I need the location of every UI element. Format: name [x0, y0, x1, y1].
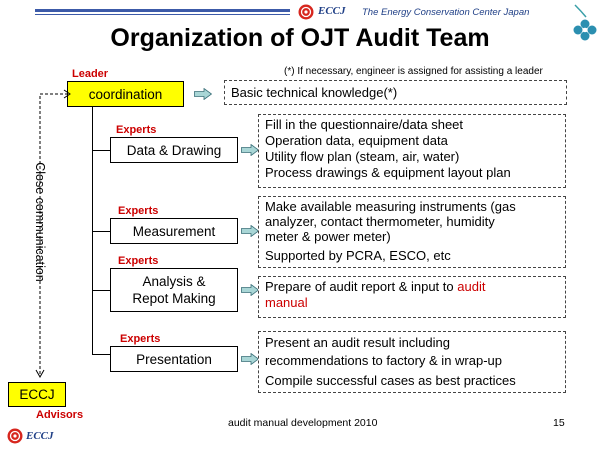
- page-title: Organization of OJT Audit Team: [110, 24, 490, 52]
- team1-arrow-icon: [241, 144, 259, 156]
- team4-detail-line: recommendations to factory & in wrap-up: [265, 353, 502, 368]
- eccj-advisors-box: ECCJ: [8, 382, 66, 407]
- header-organization: The Energy Conservation Center Japan: [362, 7, 530, 18]
- presentation-box: Presentation: [110, 346, 238, 372]
- team4-arrow-icon: [241, 353, 259, 365]
- manual-highlight: manual: [265, 295, 308, 310]
- team2-arrow-icon: [241, 225, 259, 237]
- team1-detail-line: Utility flow plan (steam, air, water): [265, 149, 460, 164]
- team3-detail-text: Prepare of audit report & input to: [265, 279, 454, 294]
- footer-brand: ECCJ: [26, 430, 54, 442]
- tree-branch-4: [92, 354, 110, 355]
- header-rule-thin: [35, 14, 290, 15]
- leader-role-label: Leader: [72, 68, 109, 80]
- team1-role-label: Experts: [116, 124, 157, 136]
- team2-detail-line: Make available measuring instruments (gas: [265, 199, 516, 214]
- analysis-box-line: Repot Making: [132, 291, 216, 306]
- close-communication-label: Close communication: [33, 162, 47, 282]
- assistant-note: (*) If necessary, engineer is assigned for assisting a leader: [284, 66, 543, 77]
- team2-detail-line: Supported by PCRA, ESCO, etc: [265, 248, 451, 263]
- audit-highlight: audit: [457, 279, 486, 294]
- team3-details: [258, 276, 566, 318]
- eccj-logo-icon: [7, 428, 23, 444]
- page-number: 15: [553, 417, 565, 429]
- leader-description: Basic technical knowledge(*): [224, 80, 567, 105]
- team4-detail-line: Compile successful cases as best practices: [265, 373, 516, 388]
- team4-role-label: Experts: [120, 333, 161, 345]
- measurement-box: Measurement: [110, 218, 238, 244]
- advisors-role-label: Advisors: [36, 409, 84, 421]
- eccj-logo-icon: [298, 4, 314, 20]
- team4-detail-line: Present an audit result including: [265, 335, 451, 350]
- team2-detail-line: analyzer, contact thermometer, humidity: [265, 214, 495, 229]
- tree-branch-2: [92, 231, 110, 232]
- team4-details: [258, 331, 566, 393]
- team1-details: [258, 114, 566, 188]
- team1-detail-line: Process drawings & equipment layout plan: [265, 165, 511, 180]
- analysis-report-box: [110, 268, 238, 312]
- header-rule: [35, 9, 290, 12]
- team3-detail-line: [265, 279, 559, 295]
- team2-role-label: Experts: [118, 205, 159, 217]
- analysis-box-line: Analysis &: [142, 274, 206, 289]
- footer-text: audit manual development 2010: [228, 417, 378, 429]
- tree-branch-1: [92, 150, 110, 151]
- leader-arrow-icon: [194, 88, 212, 100]
- team3-role-label: Experts: [118, 255, 159, 267]
- team2-detail-line: meter & power meter): [265, 229, 391, 244]
- team1-detail-line: Fill in the questionnaire/data sheet: [265, 117, 464, 132]
- team1-detail-line: Operation data, equipment data: [265, 133, 448, 148]
- team3-arrow-icon: [241, 284, 259, 296]
- tree-branch-3: [92, 290, 110, 291]
- data-drawing-box: Data & Drawing: [110, 137, 238, 163]
- coordination-box: coordination: [67, 81, 184, 107]
- team2-details: [258, 196, 566, 268]
- header-brand: ECCJ: [318, 5, 346, 17]
